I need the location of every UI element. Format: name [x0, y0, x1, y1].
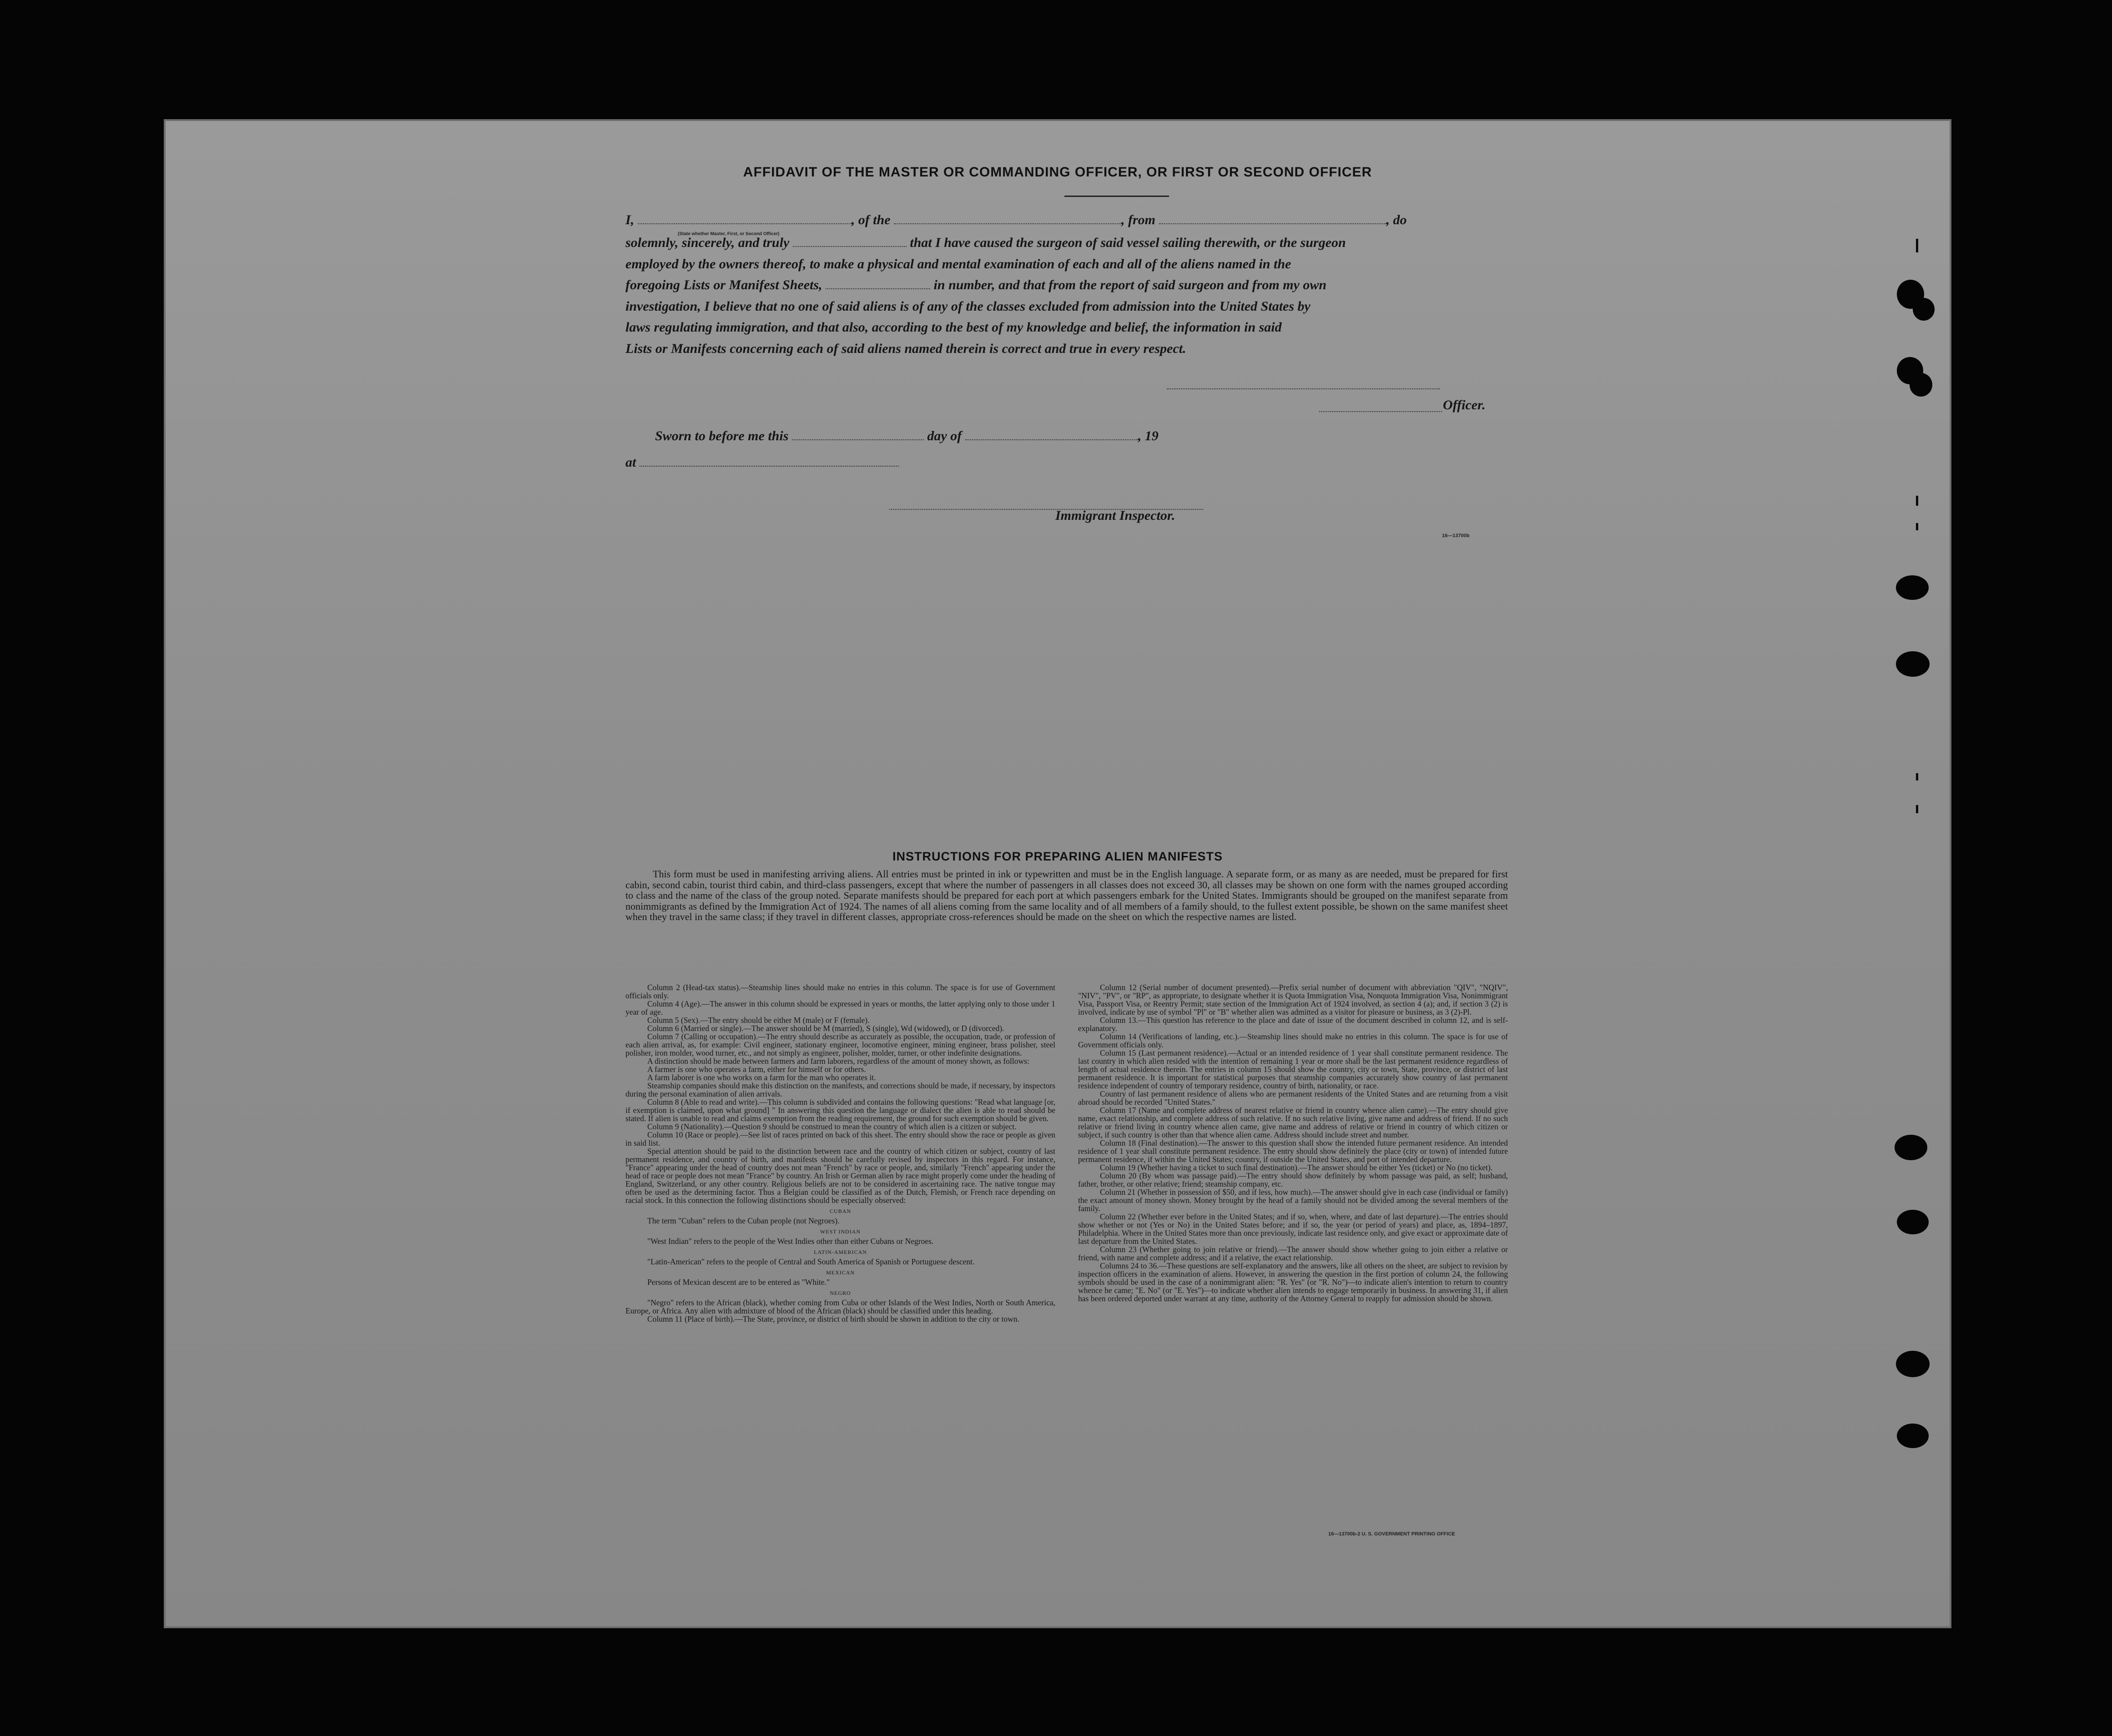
sheet-count-field[interactable]	[826, 278, 930, 289]
instruction-paragraph: A farmer is one who operates a farm, either for himself or for others.	[647, 1065, 866, 1074]
instruction-paragraph: Column 20 (By whom was passage paid).—The entry should show definitely by whom passage was paid, as self; husband, father, brother, or other relative; friend; steamship company, etc.	[1078, 1171, 1508, 1188]
instruction-paragraph: Column 12 (Serial number of document presented).—Prefix serial number of document with abbreviation "QIV", "NQIV", "NIV", "PV", or "RP", as appropriate, to designate whether it is Quota Immigration Visa, Nonquota Immigration Visa, Nonimmigrant Visa, Passport Visa, or Reentry Permit; state section of the Immigration Act of 1924 involved, as section 4 (a); and, if section 3 (2) is involved, indicate by use of symbol "Pl" or "B" whether alien was admitted as a visitor for pleasure or business, as 3 (2)-Pl.	[1078, 983, 1508, 1016]
affidavit-text: foregoing Lists or Manifest Sheets,	[625, 277, 822, 292]
instruction-paragraph: Columns 24 to 36.—These questions are self-explanatory and the answers, like all others on the sheet, are subject to revision by inspection officers in the examination of aliens. However, in answering the question in the first portion of column 24, the following symbols should be used in the case of a nonimmigrant alien: "R. Yes" (or "R. No")—to indicate alien's intention to return to country whence he came; "E. No" (or "E. Yes")—to indicate whether alien intends to engage temporarily in business. In answering 31, if alien has been ordered deported under warrant at any time, authority of the Attorney General to reapply for admission should be shown.	[1078, 1261, 1508, 1303]
inspector-label: Immigrant Inspector.	[1055, 508, 1175, 523]
edge-mark	[1916, 239, 1918, 252]
instruction-paragraph: Column 2 (Head-tax status).—Steamship lines should make no entries in this column. The space is for use of Government officials only.	[625, 983, 1055, 1000]
instruction-paragraph: Column 9 (Nationality).—Question 9 should be construed to mean the country of which alien is a citizen or subject.	[647, 1122, 1017, 1131]
instruction-paragraph: Column 5 (Sex).—The entry should be either M (male) or F (female).	[647, 1016, 870, 1025]
punch-hole	[1896, 651, 1930, 677]
race-heading-negro: NEGRO	[830, 1290, 851, 1296]
at-label: at	[625, 455, 636, 470]
edge-mark	[1916, 523, 1918, 530]
punch-hole	[1910, 373, 1932, 397]
instruction-paragraph: Column 18 (Final destination).—The answer to this question shall show the intended future permanent residence. An intended residence of 1 year shall constitute permanent residence. The entry should show definitely the place (city or town) of intended future permanent residence, if within the United States; country, if outside the United States, and port of intended departure.	[1078, 1138, 1508, 1164]
race-definition-west-indian: "West Indian" refers to the people of the West Indies other than either Cubans or Negroes.	[647, 1237, 934, 1246]
affidavit-form-number: 16—13700b	[1442, 533, 1470, 538]
punch-hole	[1897, 1424, 1929, 1448]
affidavit-title: AFFIDAVIT OF THE MASTER OR COMMANDING OFFICER, OR FIRST OR SECOND OFFICER	[743, 165, 1372, 180]
instruction-paragraph: Column 21 (Whether in possession of $50, and if less, how much).—The answer should give in each case (individual or family) the exact amount of money shown. Money brought by the head of a family should not be divided among the several members of the family.	[1078, 1188, 1508, 1213]
punch-hole	[1897, 1210, 1929, 1234]
affidavit-text: , from	[1121, 212, 1156, 227]
affidavit-text: I,	[625, 212, 635, 227]
instruction-paragraph: Column 4 (Age).—The answer in this column should be expressed in years or months, the latter applying only to those under 1 year of age.	[625, 999, 1055, 1016]
edge-mark	[1916, 773, 1918, 780]
signature-line-1[interactable]	[1167, 387, 1440, 389]
sworn-line	[655, 428, 1159, 444]
oath-type-field[interactable]	[793, 236, 907, 247]
instruction-paragraph: Column 11 (Place of birth).—The State, province, or district of birth should be shown in addition to the city or town.	[647, 1314, 1019, 1323]
vessel-name-field[interactable]	[894, 213, 1121, 224]
sworn-place-field[interactable]	[640, 456, 899, 467]
instruction-paragraph: Column 17 (Name and complete address of nearest relative or friend in country whence alien came).—The entry should give name, exact relationship, and complete address of such relative. If no such relative living, give name and address of friend. If no such relative or friend living in country whence alien came, give name and address of relative or friend in country of which citizen or subject, if such country is other than that whence alien came. Address should include street and number.	[1078, 1106, 1508, 1139]
instructions-left-column	[625, 983, 1055, 1323]
affidavit-line-2	[625, 235, 1346, 251]
officer-label: Officer.	[1443, 398, 1486, 413]
instruction-paragraph: A farm laborer is one who works on a farm for the man who operates it.	[647, 1073, 876, 1082]
edge-mark	[1916, 496, 1918, 506]
instruction-paragraph: Column 8 (Able to read and write).—This column is subdivided and contains the following questions: "Read what language [or, if exemption is claimed, upon what ground] " In answering this question the language or dialect the alien is able to read should be stated. If alien is unable to read and claims exemption from the reading requirement, the ground for such exemption should be given.	[625, 1097, 1055, 1123]
sworn-text: day of	[927, 428, 962, 443]
punch-hole	[1896, 1351, 1930, 1377]
instruction-paragraph: Column 22 (Whether ever before in the United States; and if so, when, where, and date of last departure).—The entries should show whether or not (Yes or No) in the United States before; and if so, the year (or period of years) and place, as, 1894–1897, Philadelphia. Where in the United States more than once previously, indicate last residence only, and give exact or approximate date of last departure from the United States.	[1078, 1212, 1508, 1246]
race-heading-latin-american: LATIN-AMERICAN	[814, 1249, 867, 1255]
departure-port-field[interactable]	[1159, 213, 1386, 224]
instruction-paragraph: Column 23 (Whether going to join relative or friend).—The answer should show whether going to join either a relative or friend, with name and complete address; and if a relative, the exact relationship.	[1078, 1245, 1508, 1262]
affidavit-text: that I have caused the surgeon of said vessel sailing therewith, or the surgeon	[910, 235, 1346, 250]
instruction-paragraph: Column 19 (Whether having a ticket to such final destination).—The answer should be either Yes (ticket) or No (no ticket).	[1100, 1163, 1493, 1172]
punch-hole	[1896, 575, 1929, 600]
officer-rank-note: (State whether Master, First, or Second Officer)	[678, 231, 780, 236]
instructions-title: INSTRUCTIONS FOR PREPARING ALIEN MANIFESTS	[892, 850, 1223, 863]
race-heading-west-indian: WEST INDIAN	[820, 1228, 861, 1235]
punch-hole	[1895, 1135, 1927, 1160]
affidavit-line-4	[625, 277, 1326, 293]
edge-mark	[1916, 805, 1918, 813]
race-definition-negro: "Negro" refers to the African (black), whether coming from Cuba or other Islands of the West Indies, North or South America, Europe, or Africa. Any alien with admixture of blood of the African (black) should be classified under this heading.	[625, 1298, 1055, 1315]
race-definition-latin-american: "Latin-American" refers to the people of Central and South America of Spanish or Portuguese descent.	[647, 1257, 975, 1266]
manifest-sheet	[164, 119, 1951, 1628]
instruction-paragraph: Column 10 (Race or people).—See list of races printed on back of this sheet. The entry should show the race or people as given in said list.	[625, 1130, 1055, 1147]
race-definition-cuban: The term "Cuban" refers to the Cuban people (not Negroes).	[647, 1216, 840, 1225]
instruction-paragraph: Column 13.—This question has reference to the place and date of issue of the document described in column 12, and is self-explanatory.	[1078, 1016, 1508, 1033]
race-heading-mexican: MEXICAN	[826, 1269, 855, 1276]
title-divider	[1064, 196, 1169, 197]
at-line	[625, 455, 899, 470]
instruction-paragraph: Steamship companies should make this distinction on the manifests, and corrections should be made, if necessary, by inspectors during the personal examination of alien arrivals.	[625, 1081, 1055, 1098]
signature-line-2[interactable]	[1319, 410, 1442, 412]
instruction-paragraph: A distinction should be made between farmers and farm laborers, regardless of the amount of money shown, as follows:	[647, 1057, 1029, 1066]
instruction-paragraph: Special attention should be paid to the distinction between race and the country of which citizen or subject, country of last permanent residence, and country of birth, and manifests should be carefully revised by inspectors in this regard. For instance, "France" appearing under the head of country does not mean "French" by race or people, and, similarly "French" appearing under the head of race or people does not mean "France" by country. An Irish or German alien by race might properly come under the heading of England, Switzerland, or any other country. Religious beliefs are not to be considered in ascertaining race. The native tongue may often be used as the determining factor. Thus a Belgian could be classified as of the Dutch, Flemish, or French race depending on racial stock. In this connection the following distinctions should be especially observed:	[625, 1147, 1055, 1205]
race-heading-cuban: CUBAN	[829, 1208, 851, 1214]
punch-hole	[1913, 298, 1935, 321]
instruction-paragraph: Column 15 (Last permanent residence).—Actual or an intended residence of 1 year shall constitute permanent residence. The last country in which alien resided with the intention of remaining 1 year or more shall be the last permanent residence regardless of length of actual residence therein. The entries in column 15 should show the country, city or town, State, province, or district of last permanent residence. It is important for statistical purposes that steamship companies accurately show country of last permanent residence independent of country of temporary residence, country of birth, nationality, or race.	[1078, 1048, 1508, 1090]
instruction-paragraph: Column 6 (Married or single).—The answer should be M (married), S (single), Wd (widowed), or D (divorced).	[647, 1024, 1004, 1033]
affidavit-line-6: laws regulating immigration, and that also, according to the best of my knowledge and belief, the information in said	[625, 320, 1282, 335]
affidavit-line-1	[625, 212, 1407, 228]
sworn-month-field[interactable]	[965, 429, 1138, 440]
affidavit-text: , of the	[851, 212, 891, 227]
affidavit-line-7: Lists or Manifests concerning each of said aliens named therein is correct and true in every respect.	[625, 341, 1186, 356]
instructions-right-column	[1078, 983, 1508, 1303]
affidavit-line-5: investigation, I believe that no one of said aliens is of any of the classes excluded from admission into the United States by	[625, 299, 1311, 314]
instruction-paragraph: Country of last permanent residence of aliens who are permanent residents of the United States and are returning from a visit abroad should be recorded "United States."	[1078, 1089, 1508, 1107]
race-definition-mexican: Persons of Mexican descent are to be entered as "White."	[647, 1278, 830, 1287]
affidavit-text: solemnly, sincerely, and truly	[625, 235, 790, 250]
instruction-paragraph: Column 7 (Calling or occupation).—The entry should describe as accurately as possible, the occupation, trade, or profession of each alien arrival, as, for example: Civil engineer, stationary engineer, locomotive engineer, mining engineer, brass polisher, steel polisher, iron molder, wood turner, etc., and not simply as engineer, polisher, molder, turner, or other indefinite designations.	[625, 1032, 1055, 1057]
sworn-text: , 19	[1138, 428, 1159, 443]
affidavit-line-3: employed by the owners thereof, to make a physical and mental examination of each and all of the aliens named in the	[625, 257, 1291, 272]
affidavit-text: , do	[1386, 212, 1407, 227]
instruction-paragraph: Column 14 (Verifications of landing, etc.).—Steamship lines should make no entries in this column. The space is for use of Government officials only.	[1078, 1032, 1508, 1049]
printing-office-imprint: 16—13700b-2 U. S. GOVERNMENT PRINTING OFFICE	[1328, 1531, 1455, 1537]
instructions-intro: This form must be used in manifesting arriving aliens. All entries must be printed in ink or typewritten and must be in the English language. A separate form, or as many as are needed, must be prepared for first cabin, second cabin, tourist third cabin, and third-class passengers, except that where the number of passengers in all classes does not exceed 30, all classes may be shown on one form with the names grouped according to class and the name of the class of the group noted. Separate manifests should be prepared for each port at which passengers embark for the United States. Immigrants should be grouped on the manifest separate from nonimmigrants as defined by the Immigration Act of 1924. The names of all aliens coming from the same locality and of all members of a family should, to the fullest extent possible, be shown on the same manifest sheet when they travel in the same class; if they travel in different classes, appropriate cross-references should be made on the sheet on which the respective names are listed.	[625, 868, 1508, 922]
officer-rank-field[interactable]	[638, 213, 852, 224]
affidavit-text: in number, and that from the report of said surgeon and from my own	[933, 277, 1327, 292]
sworn-day-field[interactable]	[792, 429, 924, 440]
sworn-text: Sworn to before me this	[655, 428, 789, 443]
